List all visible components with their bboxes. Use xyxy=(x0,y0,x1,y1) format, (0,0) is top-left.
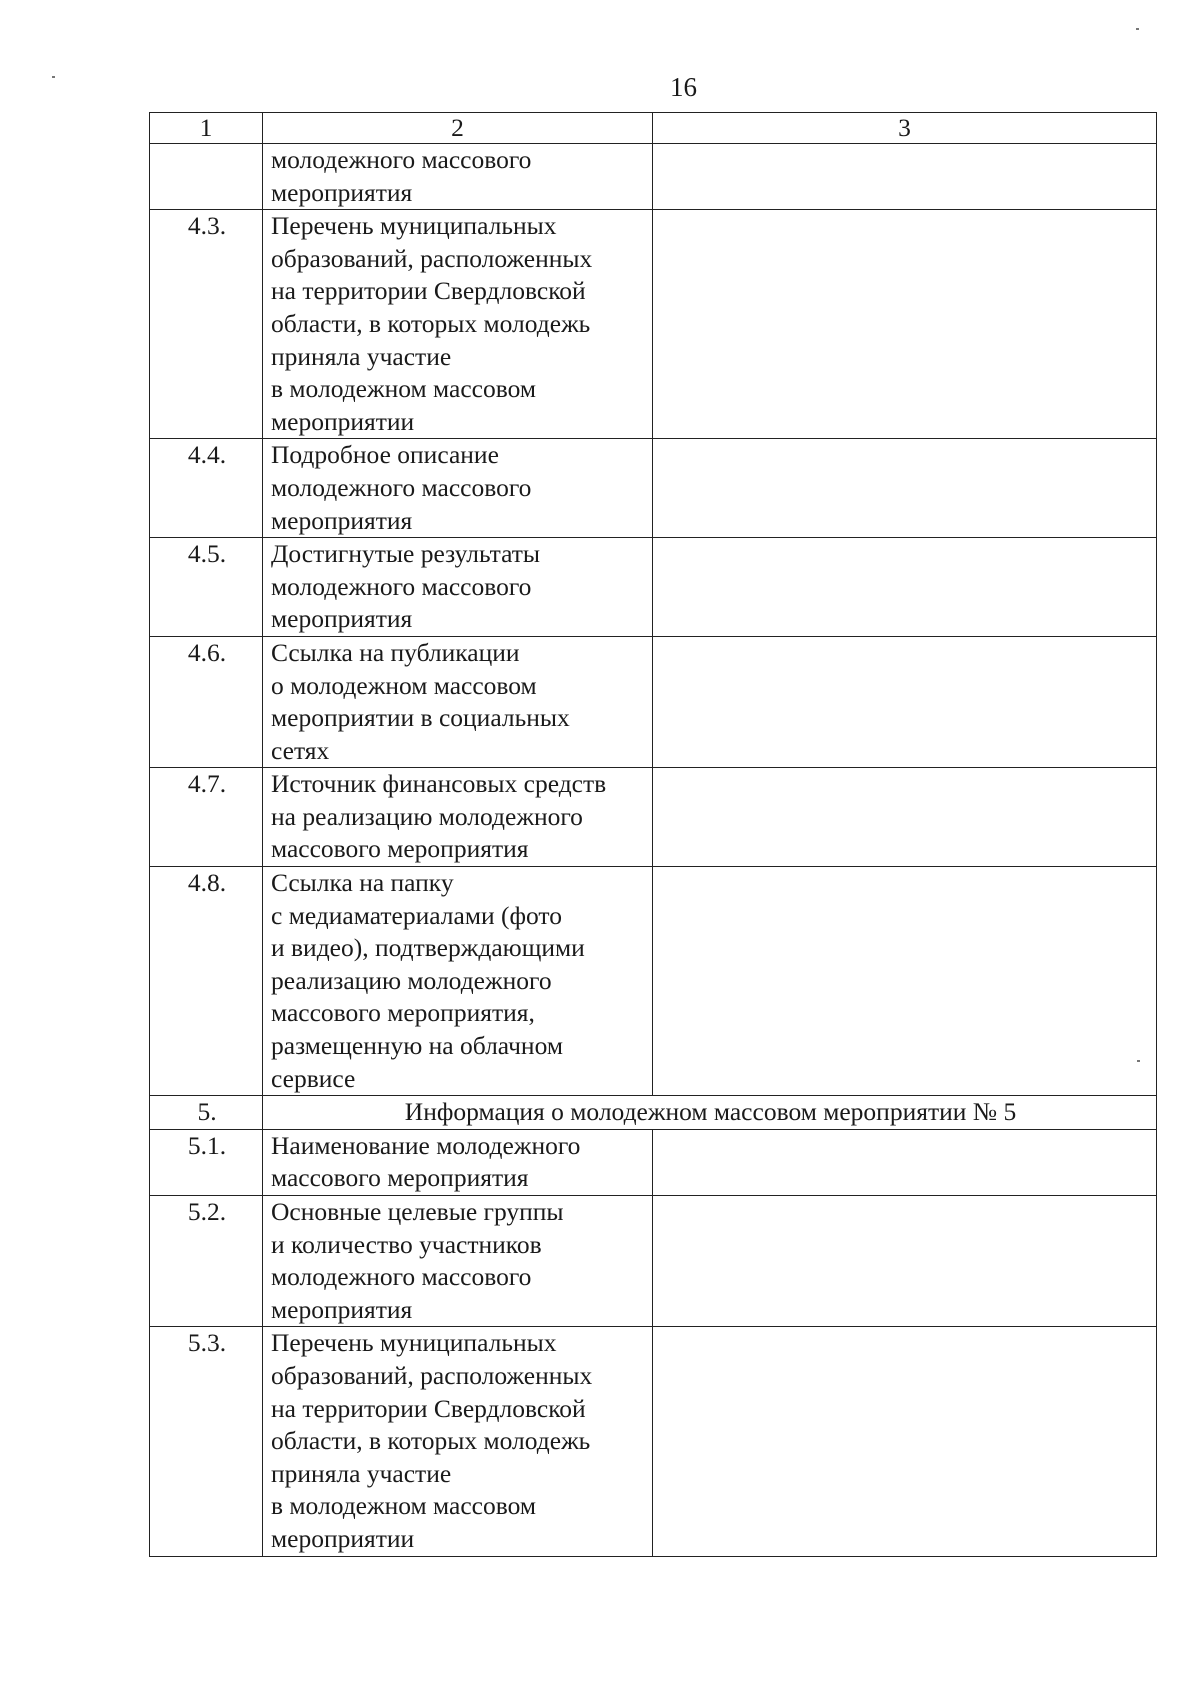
row-number-text: 4.4. xyxy=(187,440,227,470)
row-number xyxy=(150,867,263,1096)
table-row xyxy=(150,636,1157,767)
table-row xyxy=(150,538,1157,637)
value-cell xyxy=(653,1129,1157,1195)
row-number xyxy=(150,1327,263,1556)
description-line: в молодежном массовом xyxy=(271,374,536,404)
row-description xyxy=(263,1196,653,1327)
scan-speck xyxy=(1136,28,1139,30)
description-line: и количество участников xyxy=(271,1229,542,1259)
value-cell xyxy=(653,538,1157,637)
description-line: молодежного массового xyxy=(271,145,532,174)
description-line: области, в которых молодежь xyxy=(271,308,591,338)
description-line: образований, расположенных xyxy=(271,1360,593,1390)
value-cell xyxy=(653,768,1157,867)
row-description xyxy=(263,538,653,637)
description-line: массового мероприятия xyxy=(271,1163,529,1193)
value-cell xyxy=(653,636,1157,767)
table-row xyxy=(150,1196,1157,1327)
description-line: приняла участие xyxy=(271,1458,452,1488)
header-row xyxy=(150,113,1157,144)
description-line: о молодежном массовом xyxy=(271,670,537,700)
scan-speck xyxy=(52,76,55,78)
table-body xyxy=(150,113,1157,1557)
table-row xyxy=(150,439,1157,538)
description-line: мероприятии xyxy=(271,1523,415,1553)
description-line: приняла участие xyxy=(271,341,452,371)
description-line: образований, расположенных xyxy=(271,243,593,273)
section-title: Информация о молодежном массовом мероприятии № 5 xyxy=(263,1096,1157,1130)
description-line: массового мероприятия, xyxy=(271,998,535,1028)
description-line: молодежного массового xyxy=(271,1262,532,1292)
row-number-text: 4.3. xyxy=(187,211,227,241)
row-number xyxy=(150,210,263,439)
description-line: сервисе xyxy=(271,1063,356,1093)
table-row xyxy=(150,1327,1157,1556)
description-line: Достигнутые результаты xyxy=(271,539,541,569)
description-line: молодежного массового xyxy=(271,571,532,601)
value-cell xyxy=(653,1327,1157,1556)
row-number xyxy=(150,1129,263,1195)
description-line: мероприятия xyxy=(271,1294,413,1324)
value-cell xyxy=(653,439,1157,538)
value-cell xyxy=(653,210,1157,439)
row-number xyxy=(150,144,263,210)
table-row xyxy=(150,210,1157,439)
row-number-text: 5.1. xyxy=(187,1130,227,1160)
description-line: Основные целевые группы xyxy=(271,1197,564,1226)
value-cell xyxy=(653,144,1157,210)
row-description xyxy=(263,144,653,210)
row-description xyxy=(263,867,653,1096)
description-line: Наименование молодежного xyxy=(271,1130,581,1160)
page-number: 16 xyxy=(670,72,697,102)
row-number xyxy=(150,439,263,538)
header-cell-3: 3 xyxy=(653,113,1157,144)
row-description xyxy=(263,768,653,867)
description-line: на территории Свердловской xyxy=(271,1393,586,1423)
description-line: размещенную на облачном xyxy=(271,1031,563,1061)
section-number: 5. xyxy=(150,1096,263,1130)
description-line: Ссылка на папку xyxy=(271,868,454,898)
row-description xyxy=(263,1129,653,1195)
table-row xyxy=(150,768,1157,867)
row-description xyxy=(263,439,653,538)
description-line: Перечень муниципальных xyxy=(271,211,557,241)
form-table xyxy=(149,112,1157,1557)
table-row xyxy=(150,1129,1157,1195)
description-line: Ссылка на публикации xyxy=(271,637,520,667)
table-row xyxy=(150,867,1157,1096)
description-line: мероприятия xyxy=(271,505,413,535)
description-line: на территории Свердловской xyxy=(271,276,586,306)
row-number-text: 4.8. xyxy=(187,868,227,898)
description-line: мероприятия xyxy=(271,604,413,634)
value-cell xyxy=(653,867,1157,1096)
description-line: мероприятии xyxy=(271,406,415,436)
header-cell-2: 2 xyxy=(263,113,653,144)
description-line: Источник финансовых средств xyxy=(271,769,607,799)
row-number xyxy=(150,538,263,637)
row-description xyxy=(263,636,653,767)
description-line: мероприятия xyxy=(271,177,413,207)
row-number-text: 4.5. xyxy=(187,539,227,569)
description-line: сетях xyxy=(271,735,330,765)
row-number xyxy=(150,1196,263,1327)
value-cell xyxy=(653,1196,1157,1327)
description-line: массового мероприятия xyxy=(271,834,529,864)
description-line: мероприятии в социальных xyxy=(271,703,570,733)
table-row xyxy=(150,144,1157,210)
row-number xyxy=(150,768,263,867)
description-line: и видео), подтверждающими xyxy=(271,933,585,963)
description-line: Подробное описание xyxy=(271,440,499,470)
section-row xyxy=(150,1096,1157,1130)
description-line: в молодежном массовом xyxy=(271,1491,536,1521)
row-number xyxy=(150,636,263,767)
row-description xyxy=(263,1327,653,1556)
row-number-text: 4.7. xyxy=(187,769,227,799)
row-number-text: 5.2. xyxy=(187,1197,227,1226)
description-line: с медиаматериалами (фото xyxy=(271,900,562,930)
description-line: на реализацию молодежного xyxy=(271,801,583,831)
description-line: области, в которых молодежь xyxy=(271,1426,591,1456)
header-cell-1: 1 xyxy=(150,113,263,144)
description-line: реализацию молодежного xyxy=(271,965,552,995)
description-line: Перечень муниципальных xyxy=(271,1328,557,1358)
row-number-text: 4.6. xyxy=(187,637,227,667)
description-line: молодежного массового xyxy=(271,472,532,502)
row-number-text: 5.3. xyxy=(187,1328,227,1358)
row-description xyxy=(263,210,653,439)
